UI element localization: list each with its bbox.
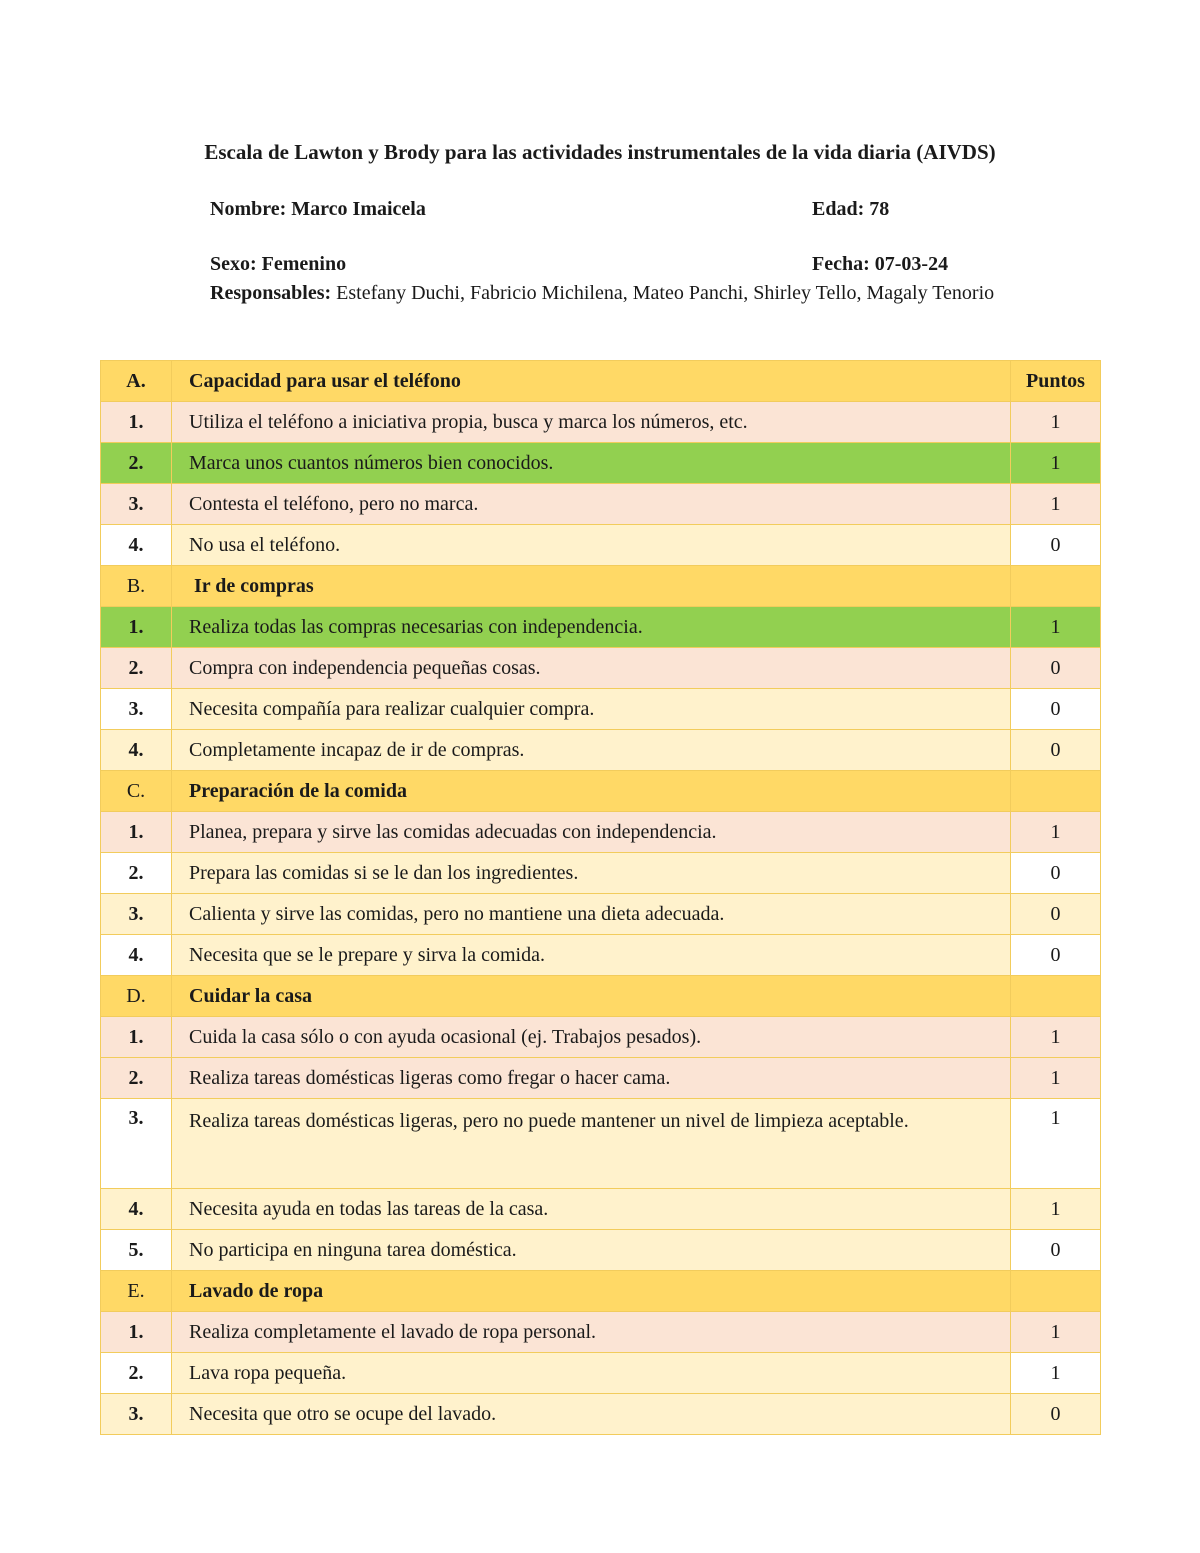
item-points: 0 <box>1011 689 1101 730</box>
item-number: 1. <box>101 1312 172 1353</box>
item-number: 3. <box>101 1394 172 1435</box>
item-number: 2. <box>101 443 172 484</box>
item-points: 1 <box>1011 443 1101 484</box>
item-number: 1. <box>101 402 172 443</box>
table-row <box>101 1312 1101 1353</box>
item-text: Contesta el teléfono, pero no marca. <box>172 484 1011 525</box>
item-number: 3. <box>101 689 172 730</box>
item-text: Necesita que se le prepare y sirva la comida. <box>172 935 1011 976</box>
item-text: Planea, prepara y sirve las comidas adecuadas con independencia. <box>172 812 1011 853</box>
age-value: 78 <box>869 198 890 220</box>
table-row <box>101 812 1101 853</box>
item-points: 0 <box>1011 935 1101 976</box>
item-points: 1 <box>1011 484 1101 525</box>
patient-sex <box>210 253 346 276</box>
item-points: 0 <box>1011 1230 1101 1271</box>
item-text: Marca unos cuantos números bien conocidos. <box>172 443 1011 484</box>
item-number: 2. <box>101 1353 172 1394</box>
item-text: Completamente incapaz de ir de compras. <box>172 730 1011 771</box>
patient-name <box>210 198 426 221</box>
section-letter: E. <box>101 1271 172 1312</box>
item-points: 1 <box>1011 1312 1101 1353</box>
item-points: 1 <box>1011 607 1101 648</box>
sex-label: Sexo: <box>210 253 257 275</box>
section-points-empty <box>1011 566 1101 607</box>
item-points: 1 <box>1011 1189 1101 1230</box>
section-header-e <box>101 1271 1101 1312</box>
table-row <box>101 402 1101 443</box>
item-text: No usa el teléfono. <box>172 525 1011 566</box>
age-label: Edad: <box>812 198 865 220</box>
table-row <box>101 894 1101 935</box>
table-row <box>101 1099 1101 1189</box>
responsables-label: Responsables: <box>210 282 332 304</box>
section-header-d <box>101 976 1101 1017</box>
item-points: 0 <box>1011 525 1101 566</box>
table-row <box>101 853 1101 894</box>
item-points: 1 <box>1011 1017 1101 1058</box>
table-row <box>101 1394 1101 1435</box>
item-text: Utiliza el teléfono a iniciativa propia, busca y marca los números, etc. <box>172 402 1011 443</box>
item-number: 1. <box>101 607 172 648</box>
section-points-empty <box>1011 771 1101 812</box>
table-row <box>101 689 1101 730</box>
table-row <box>101 648 1101 689</box>
section-title: Cuidar la casa <box>172 976 1011 1017</box>
section-header-a <box>101 361 1101 402</box>
item-points: 0 <box>1011 1394 1101 1435</box>
table-row-selected <box>101 443 1101 484</box>
item-text: No participa en ninguna tarea doméstica. <box>172 1230 1011 1271</box>
table-row <box>101 730 1101 771</box>
item-text: Compra con independencia pequeñas cosas. <box>172 648 1011 689</box>
item-points: 1 <box>1011 1353 1101 1394</box>
section-header-b <box>101 566 1101 607</box>
item-number: 3. <box>101 894 172 935</box>
item-points: 0 <box>1011 648 1101 689</box>
table-row <box>101 935 1101 976</box>
item-number: 3. <box>101 1099 172 1189</box>
lawton-brody-table <box>100 360 1101 1435</box>
table-row <box>101 525 1101 566</box>
name-value: Marco Imaicela <box>291 198 426 220</box>
item-number: 4. <box>101 1189 172 1230</box>
item-text: Lava ropa pequeña. <box>172 1353 1011 1394</box>
name-label: Nombre: <box>210 198 287 220</box>
item-text: Realiza tareas domésticas ligeras, pero no puede mantener un nivel de limpieza aceptable. <box>172 1099 1011 1189</box>
item-text: Prepara las comidas si se le dan los ingredientes. <box>172 853 1011 894</box>
item-text: Cuida la casa sólo o con ayuda ocasional (ej. Trabajos pesados). <box>172 1017 1011 1058</box>
item-points: 1 <box>1011 1099 1101 1189</box>
item-number: 5. <box>101 1230 172 1271</box>
section-letter: A. <box>101 361 172 402</box>
section-title: Lavado de ropa <box>172 1271 1011 1312</box>
item-number: 3. <box>101 484 172 525</box>
section-points-empty <box>1011 976 1101 1017</box>
table-row-selected <box>101 607 1101 648</box>
document-title: Escala de Lawton y Brody para las actividades instrumentales de la vida diaria (AIVDS) <box>204 140 996 164</box>
table-row <box>101 1230 1101 1271</box>
puntos-header: Puntos <box>1011 361 1101 402</box>
patient-age <box>812 198 889 221</box>
item-number: 2. <box>101 1058 172 1099</box>
item-number: 4. <box>101 935 172 976</box>
date-value: 07-03-24 <box>874 253 949 275</box>
item-points: 0 <box>1011 853 1101 894</box>
section-title: Ir de compras <box>172 566 1011 607</box>
table-row <box>101 1353 1101 1394</box>
item-text: Necesita compañía para realizar cualquier compra. <box>172 689 1011 730</box>
item-text: Realiza todas las compras necesarias con independencia. <box>172 607 1011 648</box>
table-row <box>101 1017 1101 1058</box>
item-number: 1. <box>101 1017 172 1058</box>
item-text: Realiza completamente el lavado de ropa personal. <box>172 1312 1011 1353</box>
item-number: 2. <box>101 853 172 894</box>
item-points: 0 <box>1011 730 1101 771</box>
sex-value: Femenino <box>261 253 347 275</box>
item-number: 4. <box>101 730 172 771</box>
table-row <box>101 1189 1101 1230</box>
item-number: 2. <box>101 648 172 689</box>
item-points: 0 <box>1011 894 1101 935</box>
item-text: Calienta y sirve las comidas, pero no mantiene una dieta adecuada. <box>172 894 1011 935</box>
item-number: 4. <box>101 525 172 566</box>
date-label: Fecha: <box>812 253 870 275</box>
item-text: Necesita ayuda en todas las tareas de la casa. <box>172 1189 1011 1230</box>
item-number: 1. <box>101 812 172 853</box>
section-header-c <box>101 771 1101 812</box>
section-points-empty <box>1011 1271 1101 1312</box>
item-text: Realiza tareas domésticas ligeras como fregar o hacer cama. <box>172 1058 1011 1099</box>
item-text: Necesita que otro se ocupe del lavado. <box>172 1394 1011 1435</box>
item-points: 1 <box>1011 812 1101 853</box>
table-row <box>101 1058 1101 1099</box>
section-letter: C. <box>101 771 172 812</box>
section-letter: B. <box>101 566 172 607</box>
section-title: Capacidad para usar el teléfono <box>172 361 1011 402</box>
section-title: Preparación de la comida <box>172 771 1011 812</box>
table-row <box>101 484 1101 525</box>
section-letter: D. <box>101 976 172 1017</box>
responsables-value: Estefany Duchi, Fabricio Michilena, Mateo Panchi, Shirley Tello, Magaly Tenorio <box>336 282 995 304</box>
item-points: 1 <box>1011 1058 1101 1099</box>
item-points: 1 <box>1011 402 1101 443</box>
responsables <box>210 280 1090 306</box>
patient-date <box>812 253 948 276</box>
